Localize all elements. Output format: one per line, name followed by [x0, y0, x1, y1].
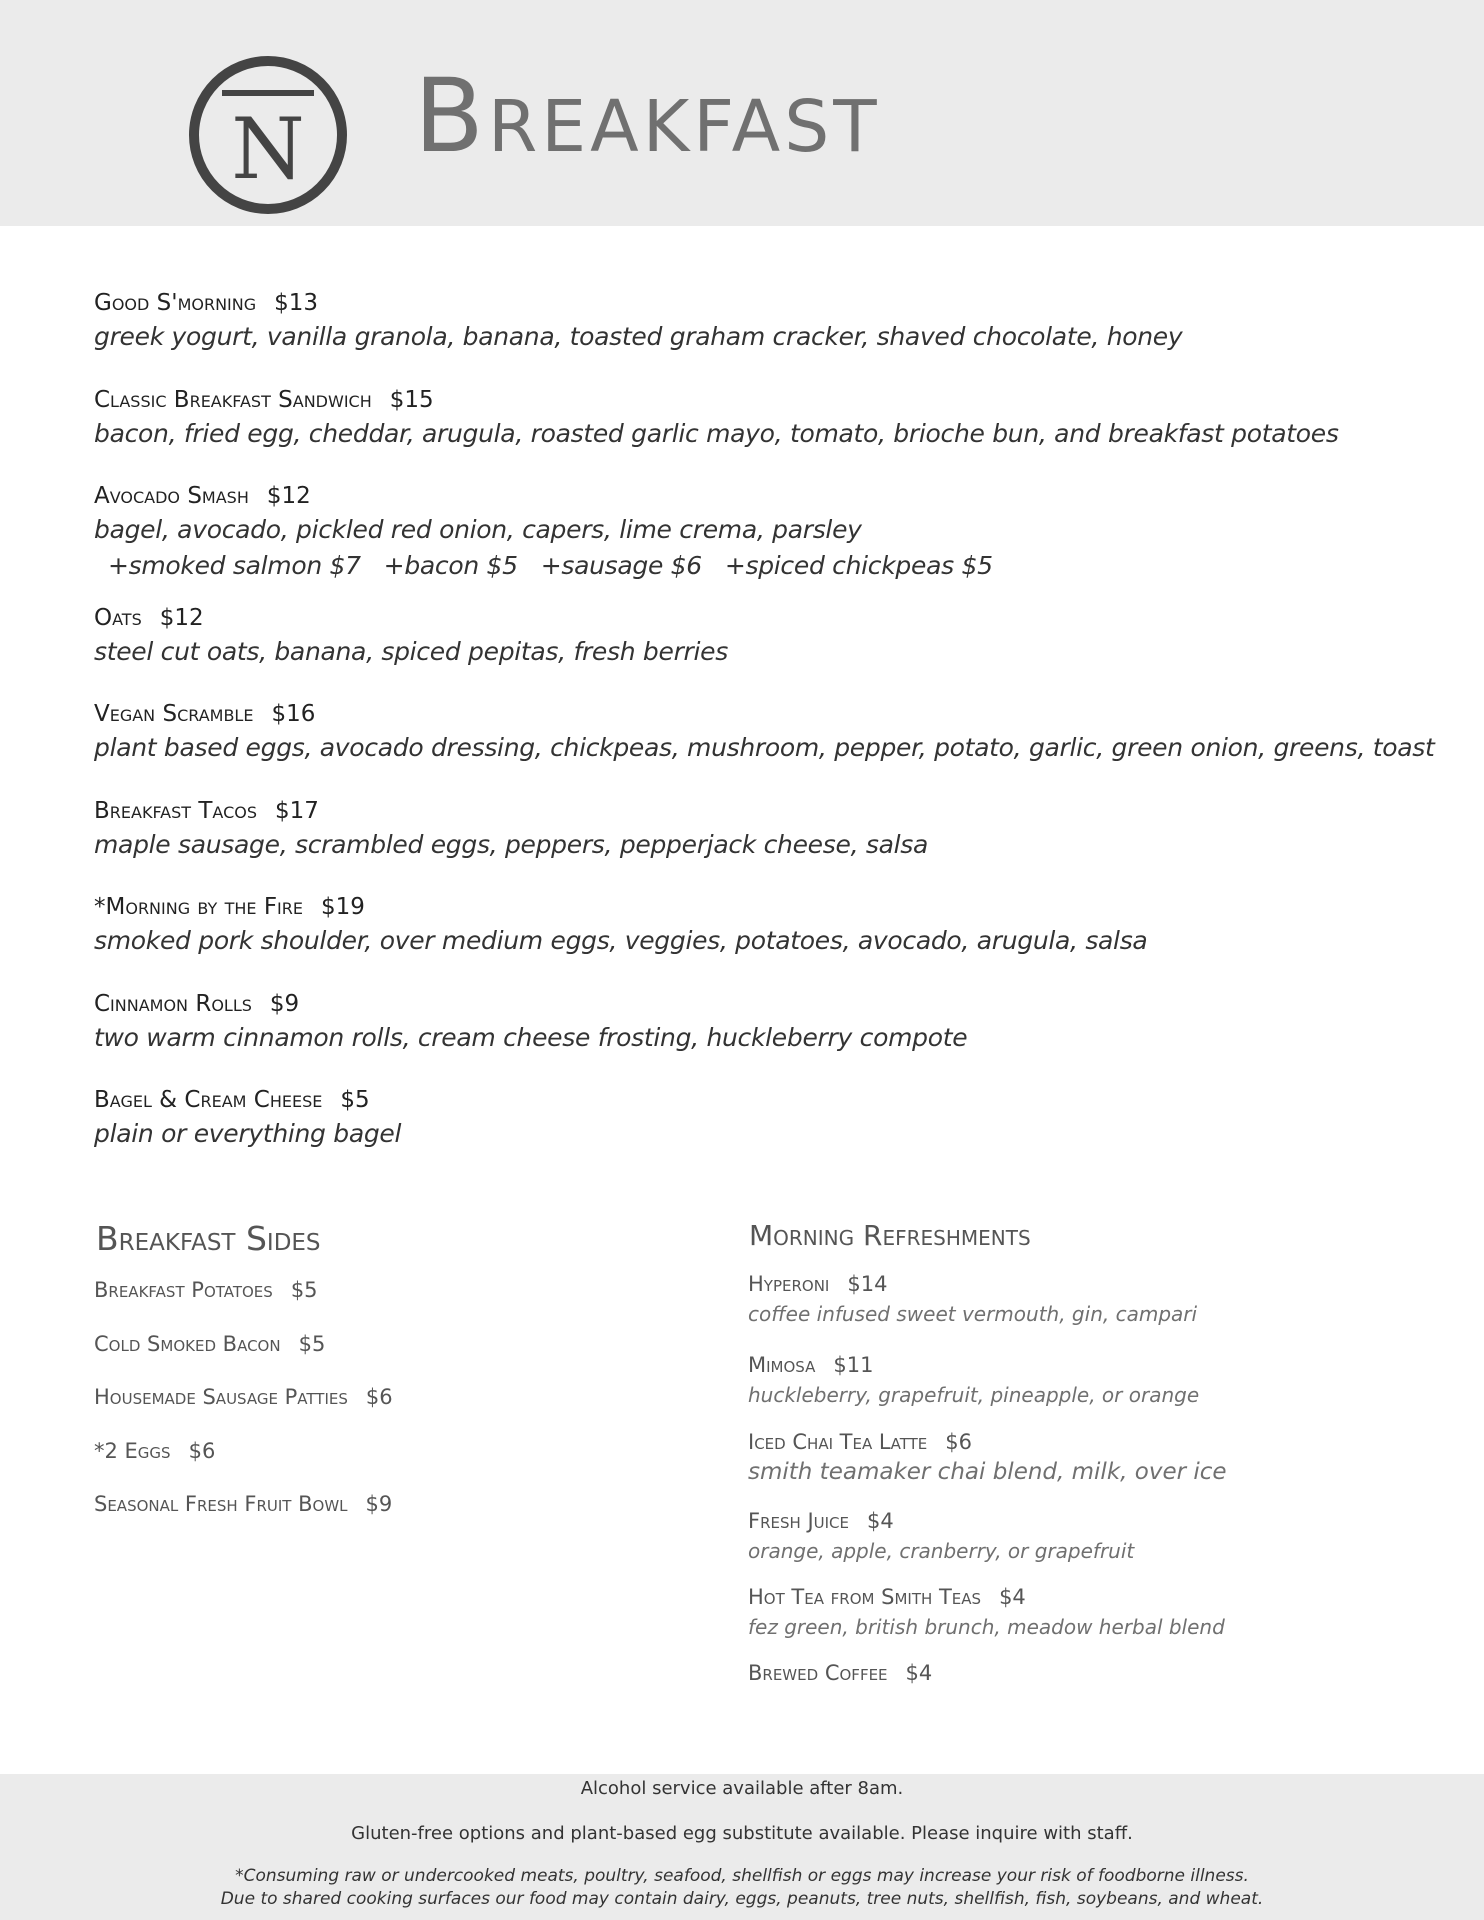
- item-name: Vegan Scramble: [94, 701, 254, 727]
- menu-item: [94, 795, 928, 863]
- side-item: [94, 1436, 215, 1466]
- menu-item: [94, 698, 1434, 766]
- side-name: Breakfast Potatoes: [94, 1278, 273, 1302]
- drink-description: coffee infused sweet vermouth, gin, campari: [748, 1302, 1198, 1326]
- menu-item: [94, 602, 728, 670]
- footer-band: [0, 1774, 1484, 1920]
- drink-name: Brewed Coffee: [748, 1661, 888, 1685]
- header-band: [0, 0, 1484, 226]
- menu-item: [94, 891, 1147, 959]
- side-price: $5: [290, 1278, 318, 1302]
- item-name: Breakfast Tacos: [94, 798, 257, 824]
- item-description: plant based eggs, avocado dressing, chickpeas, mushroom, pepper, potato, garlic, green onion, greens, toast: [94, 733, 1435, 762]
- item-description: maple sausage, scrambled eggs, peppers, pepperjack cheese, salsa: [94, 830, 928, 859]
- side-name: Seasonal Fresh Fruit Bowl: [94, 1492, 348, 1516]
- item-price: $12: [159, 605, 204, 631]
- drink-name: Hyperoni: [748, 1272, 830, 1296]
- restaurant-logo: [187, 54, 349, 216]
- drink-item: [748, 1350, 1199, 1410]
- item-description: greek yogurt, vanilla granola, banana, toasted graham cracker, shaved chocolate, honey: [94, 322, 1183, 351]
- item-price: $16: [271, 701, 316, 727]
- side-item: [94, 1489, 392, 1519]
- drink-price: $4: [999, 1585, 1026, 1609]
- item-price: $19: [321, 894, 365, 920]
- item-description: steel cut oats, banana, spiced pepitas, fresh berries: [94, 637, 728, 666]
- drink-item: [748, 1269, 1197, 1329]
- drink-item: [748, 1582, 1225, 1642]
- menu-item: [94, 480, 993, 584]
- side-name: *2 Eggs: [94, 1439, 171, 1463]
- item-name: Avocado Smash: [94, 483, 249, 509]
- item-name: Good S'morning: [94, 290, 257, 316]
- drink-price: $11: [833, 1353, 874, 1377]
- side-price: $5: [298, 1332, 326, 1356]
- disclaimer-line-1: *Consuming raw or undercooked meats, poultry, seafood, shellfish or eggs may increase your risk of foodborne illness.: [235, 1866, 1249, 1886]
- drink-name: Fresh Juice: [748, 1509, 850, 1533]
- drink-description: huckleberry, grapefruit, pineapple, or orange: [748, 1383, 1200, 1407]
- drink-name: Iced Chai Tea Latte: [748, 1430, 928, 1454]
- item-price: $17: [275, 798, 319, 824]
- drink-item: [748, 1506, 1134, 1566]
- item-name: *Morning by the Fire: [94, 894, 304, 920]
- side-item: [94, 1275, 318, 1305]
- drink-name: Hot Tea from Smith Teas: [748, 1585, 982, 1609]
- refreshments-section-title: Morning Refreshments: [749, 1219, 1031, 1252]
- drink-item: [748, 1427, 1227, 1487]
- drink-description: smith teamaker chai blend, milk, over ice: [748, 1459, 1227, 1485]
- side-name: Cold Smoked Bacon: [94, 1332, 281, 1356]
- side-price: $6: [365, 1385, 393, 1409]
- menu-item: [94, 287, 1182, 355]
- drink-price: $4: [905, 1661, 933, 1685]
- item-name: Oats: [94, 605, 142, 631]
- item-description: bagel, avocado, pickled red onion, capers, lime crema, parsley: [94, 515, 862, 544]
- item-price: $9: [269, 991, 300, 1017]
- item-description: two warm cinnamon rolls, cream cheese frosting, huckleberry compote: [94, 1023, 968, 1052]
- drink-price: $14: [847, 1272, 888, 1296]
- side-name: Housemade Sausage Patties: [94, 1385, 348, 1409]
- item-addons: +smoked salmon $7 +bacon $5 +sausage $6 +spiced chickpeas $5: [108, 551, 993, 580]
- logo-letter: N: [231, 100, 305, 198]
- menu-item: [94, 384, 1339, 452]
- page-title: Breakfast: [414, 57, 881, 176]
- side-price: $6: [188, 1439, 216, 1463]
- item-name: Bagel & Cream Cheese: [94, 1087, 323, 1113]
- drink-item: [748, 1658, 932, 1688]
- item-price: $13: [274, 290, 319, 316]
- item-description: smoked pork shoulder, over medium eggs, veggies, potatoes, avocado, arugula, salsa: [94, 926, 1148, 955]
- drink-name: Mimosa: [748, 1353, 816, 1377]
- drink-description: orange, apple, cranberry, or grapefruit: [748, 1539, 1135, 1563]
- alcohol-note: Alcohol service available after 8am.: [580, 1778, 904, 1799]
- side-item: [94, 1329, 325, 1359]
- item-price: $15: [389, 387, 434, 413]
- item-description: bacon, fried egg, cheddar, arugula, roasted garlic mayo, tomato, brioche bun, and breakfast potatoes: [94, 419, 1339, 448]
- menu-item: [94, 1084, 401, 1152]
- side-price: $9: [365, 1492, 393, 1516]
- drink-description: fez green, british brunch, meadow herbal blend: [748, 1615, 1225, 1639]
- side-item: [94, 1382, 393, 1412]
- item-name: Cinnamon Rolls: [94, 991, 252, 1017]
- item-price: $5: [340, 1087, 370, 1113]
- item-description: plain or everything bagel: [94, 1119, 402, 1148]
- item-price: $12: [266, 483, 311, 509]
- sides-section-title: Breakfast Sides: [96, 1219, 321, 1258]
- disclaimer-line-2: Due to shared cooking surfaces our food may contain dairy, eggs, peanuts, tree nuts, shellfish, fish, soybeans, and wheat.: [220, 1889, 1264, 1909]
- drink-price: $6: [945, 1430, 972, 1454]
- gluten-note: Gluten-free options and plant-based egg substitute available. Please inquire with staff.: [351, 1823, 1133, 1844]
- item-name: Classic Breakfast Sandwich: [94, 387, 372, 413]
- menu-item: [94, 988, 967, 1056]
- drink-price: $4: [867, 1509, 894, 1533]
